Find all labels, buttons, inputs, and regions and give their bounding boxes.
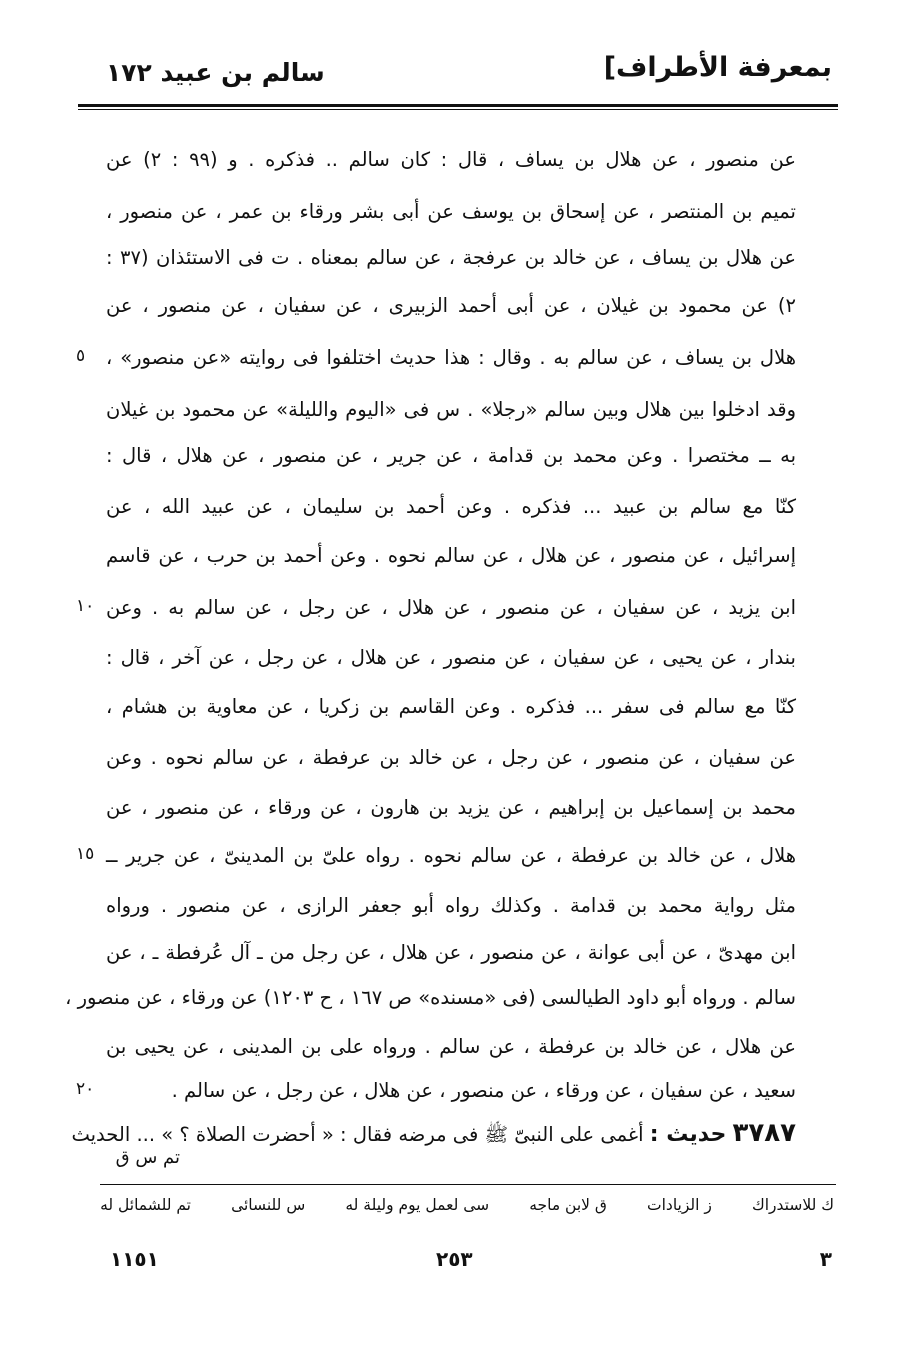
running-title: بمعرفة الأطراف] [603, 52, 832, 83]
legend-item: ز الزيادات [647, 1196, 712, 1214]
legend-item: سى لعمل يوم وليلة له [345, 1196, 490, 1214]
body-line: وقد ادخلوا بين هلال وبين سالم «رجلا» . س فى «اليوم والليلة» عن محمود بن غيلان [106, 398, 796, 421]
line-number-15: ١٥ [76, 844, 95, 864]
body-line: سالم . ورواه أبو داود الطيالسى (فى «مسنده» ص ١٦٧ ، ح ١٢٠٣) عن ورقاء ، عن منصور ، [65, 986, 796, 1009]
sequence-number: ١١٥١ [110, 1247, 159, 1271]
hadith-number: ٣٧٨٧ [732, 1118, 796, 1148]
body-line: عن هلال ، عن خالد بن عرفطة ، عن سالم . ورواه على بن المدينى ، عن يحيى بن [106, 1035, 796, 1058]
header-rule-thin [78, 109, 838, 110]
body-line: عن منصور ، عن هلال بن يساف ، قال : كان سالم .. فذكره . و (٩٩ : ٢) عن [106, 148, 796, 171]
body-line: عن هلال بن يساف ، عن خالد بن عرفجة ، عن سالم بمعناه . ت فى الاستئذان (٣٧ : [106, 246, 796, 269]
body-line: تميم بن المنتصر ، عن إسحاق بن يوسف عن أبى بشر ورقاء بن عمر ، عن منصور ، [106, 200, 796, 223]
body-line: هلال بن يساف ، عن سالم به . وقال : هذا حديث اختلفوا فى روايته «عن منصور» ، [106, 346, 796, 369]
footer-rule [100, 1184, 836, 1185]
legend-item: ك للاستدراك [751, 1196, 834, 1214]
body-line: ابن يزيد ، عن سفيان ، عن منصور ، عن هلال ، عن رجل ، عن سالم به . وعن [106, 596, 796, 619]
line-number-5: ٥ [76, 346, 86, 366]
body-line: كنّا مع سالم بن عبيد ... فذكره . وعن أحمد بن سليمان ، عن عبيد الله ، عن [106, 495, 796, 518]
abbreviations-legend [100, 1196, 834, 1222]
legend-item: س للنسائى [231, 1196, 306, 1214]
sigla-line: تم س ق [115, 1147, 180, 1168]
running-section-title: سالم بن عبيد ١٧٢ [106, 58, 325, 87]
body-line: ٢) عن محمود بن غيلان ، عن أبى أحمد الزبيرى ، عن سفيان ، عن منصور ، عن [106, 294, 796, 317]
legend-item: تم للشمائل له [100, 1196, 191, 1214]
body-line: هلال ، عن خالد بن عرفطة ، عن سالم نحوه . رواه علىّ بن المدينىّ ، عن جرير ــ [106, 844, 796, 867]
hadith-label: حديث : [649, 1122, 727, 1147]
body-line: سعيد ، عن سفيان ، عن ورقاء ، عن منصور ، عن هلال ، عن رجل ، عن سالم . [171, 1079, 796, 1102]
body-line: محمد بن إسماعيل بن إبراهيم ، عن يزيد بن هارون ، عن ورقاء ، عن منصور ، عن [106, 796, 796, 819]
volume-number: ٣ [819, 1247, 832, 1271]
body-line: ابن مهدىّ ، عن أبى عوانة ، عن منصور ، عن هلال ، عن رجل من ـ آل عُرفطة ـ ، عن [106, 941, 796, 964]
body-line: عن سفيان ، عن منصور ، عن رجل ، عن خالد بن عرفطة ، عن سالم نحوه . وعن [106, 746, 796, 769]
body-line: كنّا مع سالم فى سفر ... فذكره . وعن القاسم بن زكريا ، عن معاوية بن هشام ، [106, 695, 796, 718]
body-line: إسرائيل ، عن منصور ، عن هلال ، عن سالم نحوه . وعن أحمد بن حرب ، عن قاسم [106, 544, 796, 567]
hadith-entry [71, 1113, 796, 1153]
header-rule [78, 104, 838, 107]
line-number-20: ٢٠ [76, 1079, 95, 1099]
page-number: ٢٥٣ [436, 1247, 473, 1271]
legend-item: ق لابن ماجه [529, 1196, 607, 1214]
body-line: به ــ مختصرا . وعن محمد بن قدامة ، عن جرير ، عن منصور ، عن هلال ، قال : [106, 444, 796, 467]
line-number-10: ١٠ [76, 596, 95, 616]
hadith-text: أغمى على النبىّ ﷺ فى مرضه فقال : « أحضرت الصلاة ؟ » ... الحديث [71, 1123, 644, 1146]
body-line: بندار ، عن يحيى ، عن سفيان ، عن منصور ، عن هلال ، عن رجل ، عن آخر ، قال : [106, 646, 796, 669]
body-line: مثل رواية محمد بن قدامة . وكذلك رواه أبو جعفر الرازى ، عن منصور . ورواه [106, 894, 796, 917]
